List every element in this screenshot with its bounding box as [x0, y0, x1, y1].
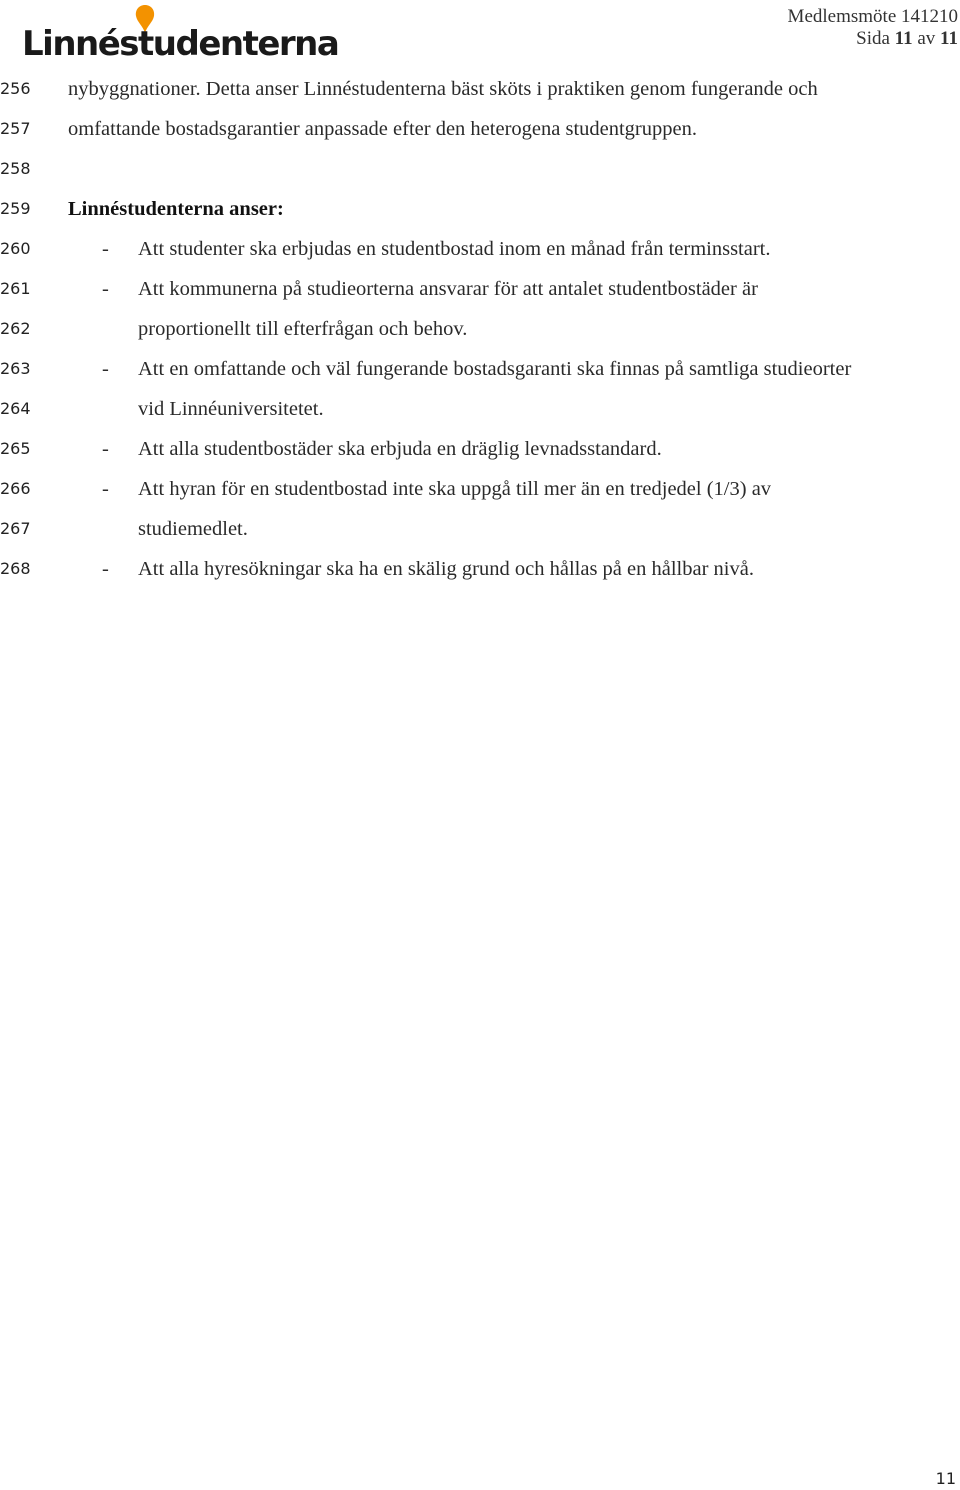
- bullet-line: [0, 272, 960, 312]
- bullet-continuation: studiemedlet.: [138, 518, 248, 540]
- meeting-label: Medlemsmöte 141210: [787, 6, 958, 27]
- footer-page-number: 11: [935, 1469, 956, 1488]
- line-number: 260: [0, 239, 31, 258]
- bullet-dash: -: [102, 478, 109, 500]
- line-text: nybyggnationer. Detta anser Linnéstudenterna bäst sköts i praktiken genom fungerande och: [68, 78, 818, 100]
- logo: [22, 4, 362, 66]
- bullet-line: [0, 232, 960, 272]
- bullet-continuation: vid Linnéuniversitetet.: [138, 398, 324, 420]
- line-number: 257: [0, 119, 31, 138]
- line-number: 264: [0, 399, 31, 418]
- line-number: 262: [0, 319, 31, 338]
- text-line: [0, 72, 960, 112]
- bullet-dash: -: [102, 558, 109, 580]
- page-current: 11: [894, 28, 913, 49]
- page-sep: av: [917, 28, 936, 49]
- line-number: 267: [0, 519, 31, 538]
- line-number: 259: [0, 199, 31, 218]
- text-line: [0, 512, 960, 552]
- line-number: 268: [0, 559, 31, 578]
- page-indicator: [788, 28, 958, 50]
- section-heading: Linnéstudenterna anser:: [68, 198, 284, 220]
- page-total: 11: [940, 28, 958, 49]
- text-line: [0, 312, 960, 352]
- bullet-text: Att studenter ska erbjudas en studentbostad inom en månad från terminsstart.: [138, 238, 771, 260]
- line-text: omfattande bostadsgarantier anpassade efter den heterogena studentgruppen.: [68, 118, 697, 140]
- bullet-text: Att kommunerna på studieorterna ansvarar för att antalet studentbostäder är: [138, 278, 758, 300]
- bullet-dash: -: [102, 238, 109, 260]
- bullet-text: Att alla hyresökningar ska ha en skälig grund och hållas på en hållbar nivå.: [138, 558, 754, 580]
- line-number: 263: [0, 359, 31, 378]
- bullet-dash: -: [102, 358, 109, 380]
- bullet-line: [0, 552, 960, 592]
- logo-text: Linnéstudenterna: [22, 24, 339, 64]
- bullet-dash: -: [102, 438, 109, 460]
- text-line: [0, 152, 960, 192]
- page-header-info: [788, 6, 958, 50]
- bullet-line: [0, 472, 960, 512]
- text-line: [0, 192, 960, 232]
- bullet-text: Att alla studentbostäder ska erbjuda en dräglig levnadsstandard.: [138, 438, 662, 460]
- bullet-continuation: proportionellt till efterfrågan och behov.: [138, 318, 468, 340]
- bullet-text: Att hyran för en studentbostad inte ska uppgå till mer än en tredjedel (1/3) av: [138, 478, 772, 500]
- bullet-line: [0, 352, 960, 392]
- document-body: [0, 72, 960, 592]
- page-prefix: Sida: [856, 28, 890, 49]
- line-number: 258: [0, 159, 31, 178]
- line-number: 261: [0, 279, 31, 298]
- bullet-text: Att en omfattande och väl fungerande bostadsgaranti ska finnas på samtliga studieorter: [138, 358, 852, 380]
- line-number: 266: [0, 479, 31, 498]
- text-line: [0, 112, 960, 152]
- bullet-dash: -: [102, 278, 109, 300]
- line-number: 265: [0, 439, 31, 458]
- line-number: 256: [0, 79, 31, 98]
- text-line: [0, 392, 960, 432]
- bullet-line: [0, 432, 960, 472]
